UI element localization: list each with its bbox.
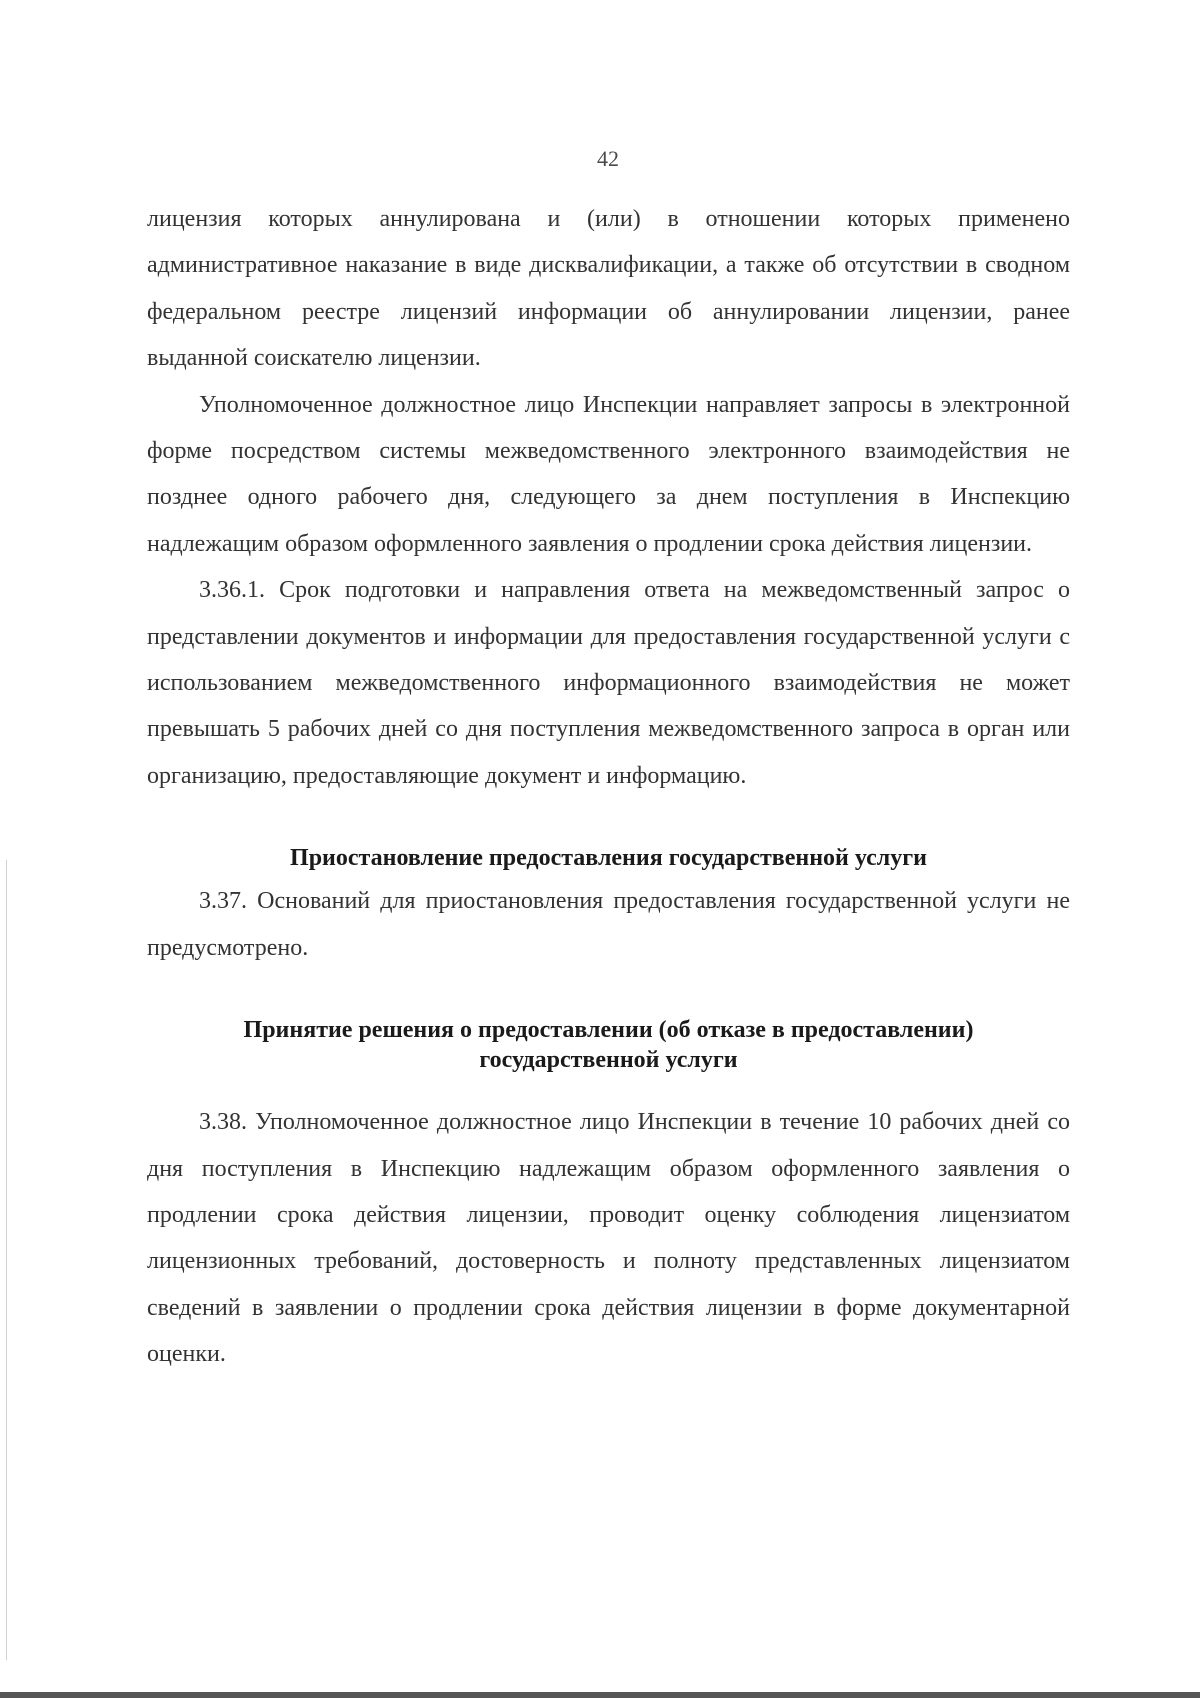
scan-bottom-border — [0, 1692, 1200, 1698]
scan-edge-line — [6, 860, 7, 1660]
paragraph-3-36-1: 3.36.1. Срок подготовки и направления ответа на межведомственный запрос о представлении документов и информации для предоставления государственной услуги с использованием межведомственного информационного взаимодействия не может превышать 5 рабочих дней со дня поступления межведомственного запроса в орган или организацию, предоставляющие документ и информацию. — [147, 577, 1070, 789]
section-heading-decision-line-2: государственной услуги — [479, 1047, 738, 1074]
section-heading-decision-line-1: Принятие решения о предоставлении (об отказе в предоставлении) — [243, 1017, 974, 1044]
page-number: 42 — [597, 146, 619, 171]
document-body — [147, 196, 1070, 1378]
paragraph-3-38: 3.38. Уполномоченное должностное лицо Инспекции в течение 10 рабочих дней со дня поступления в Инспекцию надлежащим образом оформленного заявления о продлении срока действия лицензии, проводит оценку соблюдения лицензиатом лицензионных требований, достоверность и полноту представленных лицензиатом сведений в заявлении о продлении срока действия лицензии в форме документарной оценки. — [147, 1109, 1070, 1368]
section-heading-suspension: Приостановление предоставления государственной услуги — [290, 845, 927, 872]
paragraph-continuation: лицензия которых аннулирована и (или) в отношении которых применено административное наказание в виде дисквалификации, а также об отсутствии в сводном федеральном реестре лицензий информации об аннулировании лицензии, ранее выданной соискателю лицензии. — [147, 206, 1070, 372]
paragraph-requests: Уполномоченное должностное лицо Инспекции направляет запросы в электронной форме посредством системы межведомственного электронного взаимодействия не позднее одного рабочего дня, следующего за днем поступления в Инспекцию надлежащим образом оформленного заявления о продлении срока действия лицензии. — [147, 391, 1070, 557]
paragraph-3-37: 3.37. Оснований для приостановления предоставления государственной услуги не предусмотрено. — [147, 888, 1070, 961]
section-heading-decision — [147, 1015, 1070, 1075]
